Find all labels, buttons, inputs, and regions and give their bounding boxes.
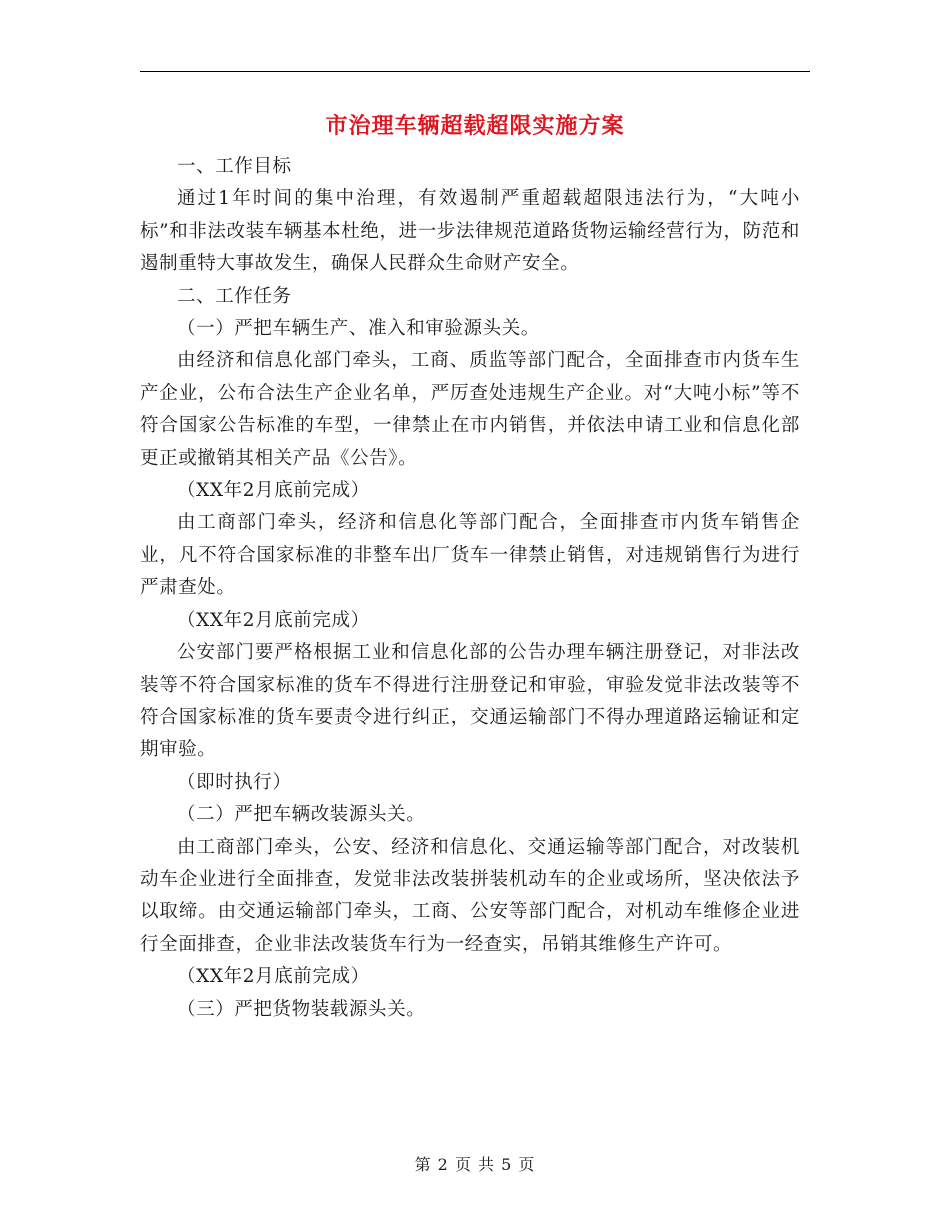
section-heading: 一、工作目标	[177, 156, 292, 177]
subsection-heading: （一）严把车辆生产、准入和审验源头关。	[177, 318, 540, 340]
document-body	[140, 151, 800, 1026]
subsection-heading: （三）严把货物装载源头关。	[177, 998, 426, 1020]
deadline-note: （XX年2月底前完成）	[177, 966, 370, 988]
deadline-note: （即时执行）	[177, 771, 292, 793]
section-heading: 二、工作任务	[177, 285, 292, 307]
document-title: 市治理车辆超载超限实施方案	[325, 113, 625, 139]
page-number: 第 2 页 共 5 页	[414, 1155, 536, 1174]
header-rule	[140, 71, 810, 72]
body-paragraph: 通过1年时间的集中治理，有效遏制严重超载超限违法行为，“大吨小标”和非法改装车辆基本杜绝，进一步法律规范道路货物运输经营行为，防范和遏制重特大事故发生，确保人民群众生命财产安全。	[140, 188, 800, 275]
body-paragraph: 公安部门要严格根据工业和信息化部的公告办理车辆注册登记，对非法改装等不符合国家标准的货车不得进行注册登记和审验，审验发觉非法改装等不符合国家标准的货车要责令进行纠正，交通运输部门不得办理道路运输证和定期审验。	[140, 642, 800, 761]
body-paragraph: 由工商部门牵头，经济和信息化等部门配合，全面排查市内货车销售企业，凡不符合国家标准的非整车出厂货车一律禁止销售，对违规销售行为进行严肃查处。	[140, 512, 800, 599]
deadline-note: （XX年2月底前完成）	[177, 480, 370, 502]
deadline-note: （XX年2月底前完成）	[177, 609, 370, 631]
body-paragraph: 由工商部门牵头，公安、经济和信息化、交通运输等部门配合，对改装机动车企业进行全面排查，发觉非法改装拼装机动车的企业或场所，坚决依法予以取缔。由交通运输部门牵头，工商、公安等部门配合，对机动车维修企业进行全面排查，企业非法改装货车行为一经查实，吊销其维修生产许可。	[140, 836, 800, 955]
subsection-heading: （二）严把车辆改装源头关。	[177, 804, 426, 826]
body-paragraph: 由经济和信息化部门牵头，工商、质监等部门配合，全面排查市内货车生产企业，公布合法生产企业名单，严厉查处违规生产企业。对“大吨小标”等不符合国家公告标准的车型，一律禁止在市内销售，并依法申请工业和信息化部更正或撤销其相关产品《公告》。	[140, 350, 800, 469]
